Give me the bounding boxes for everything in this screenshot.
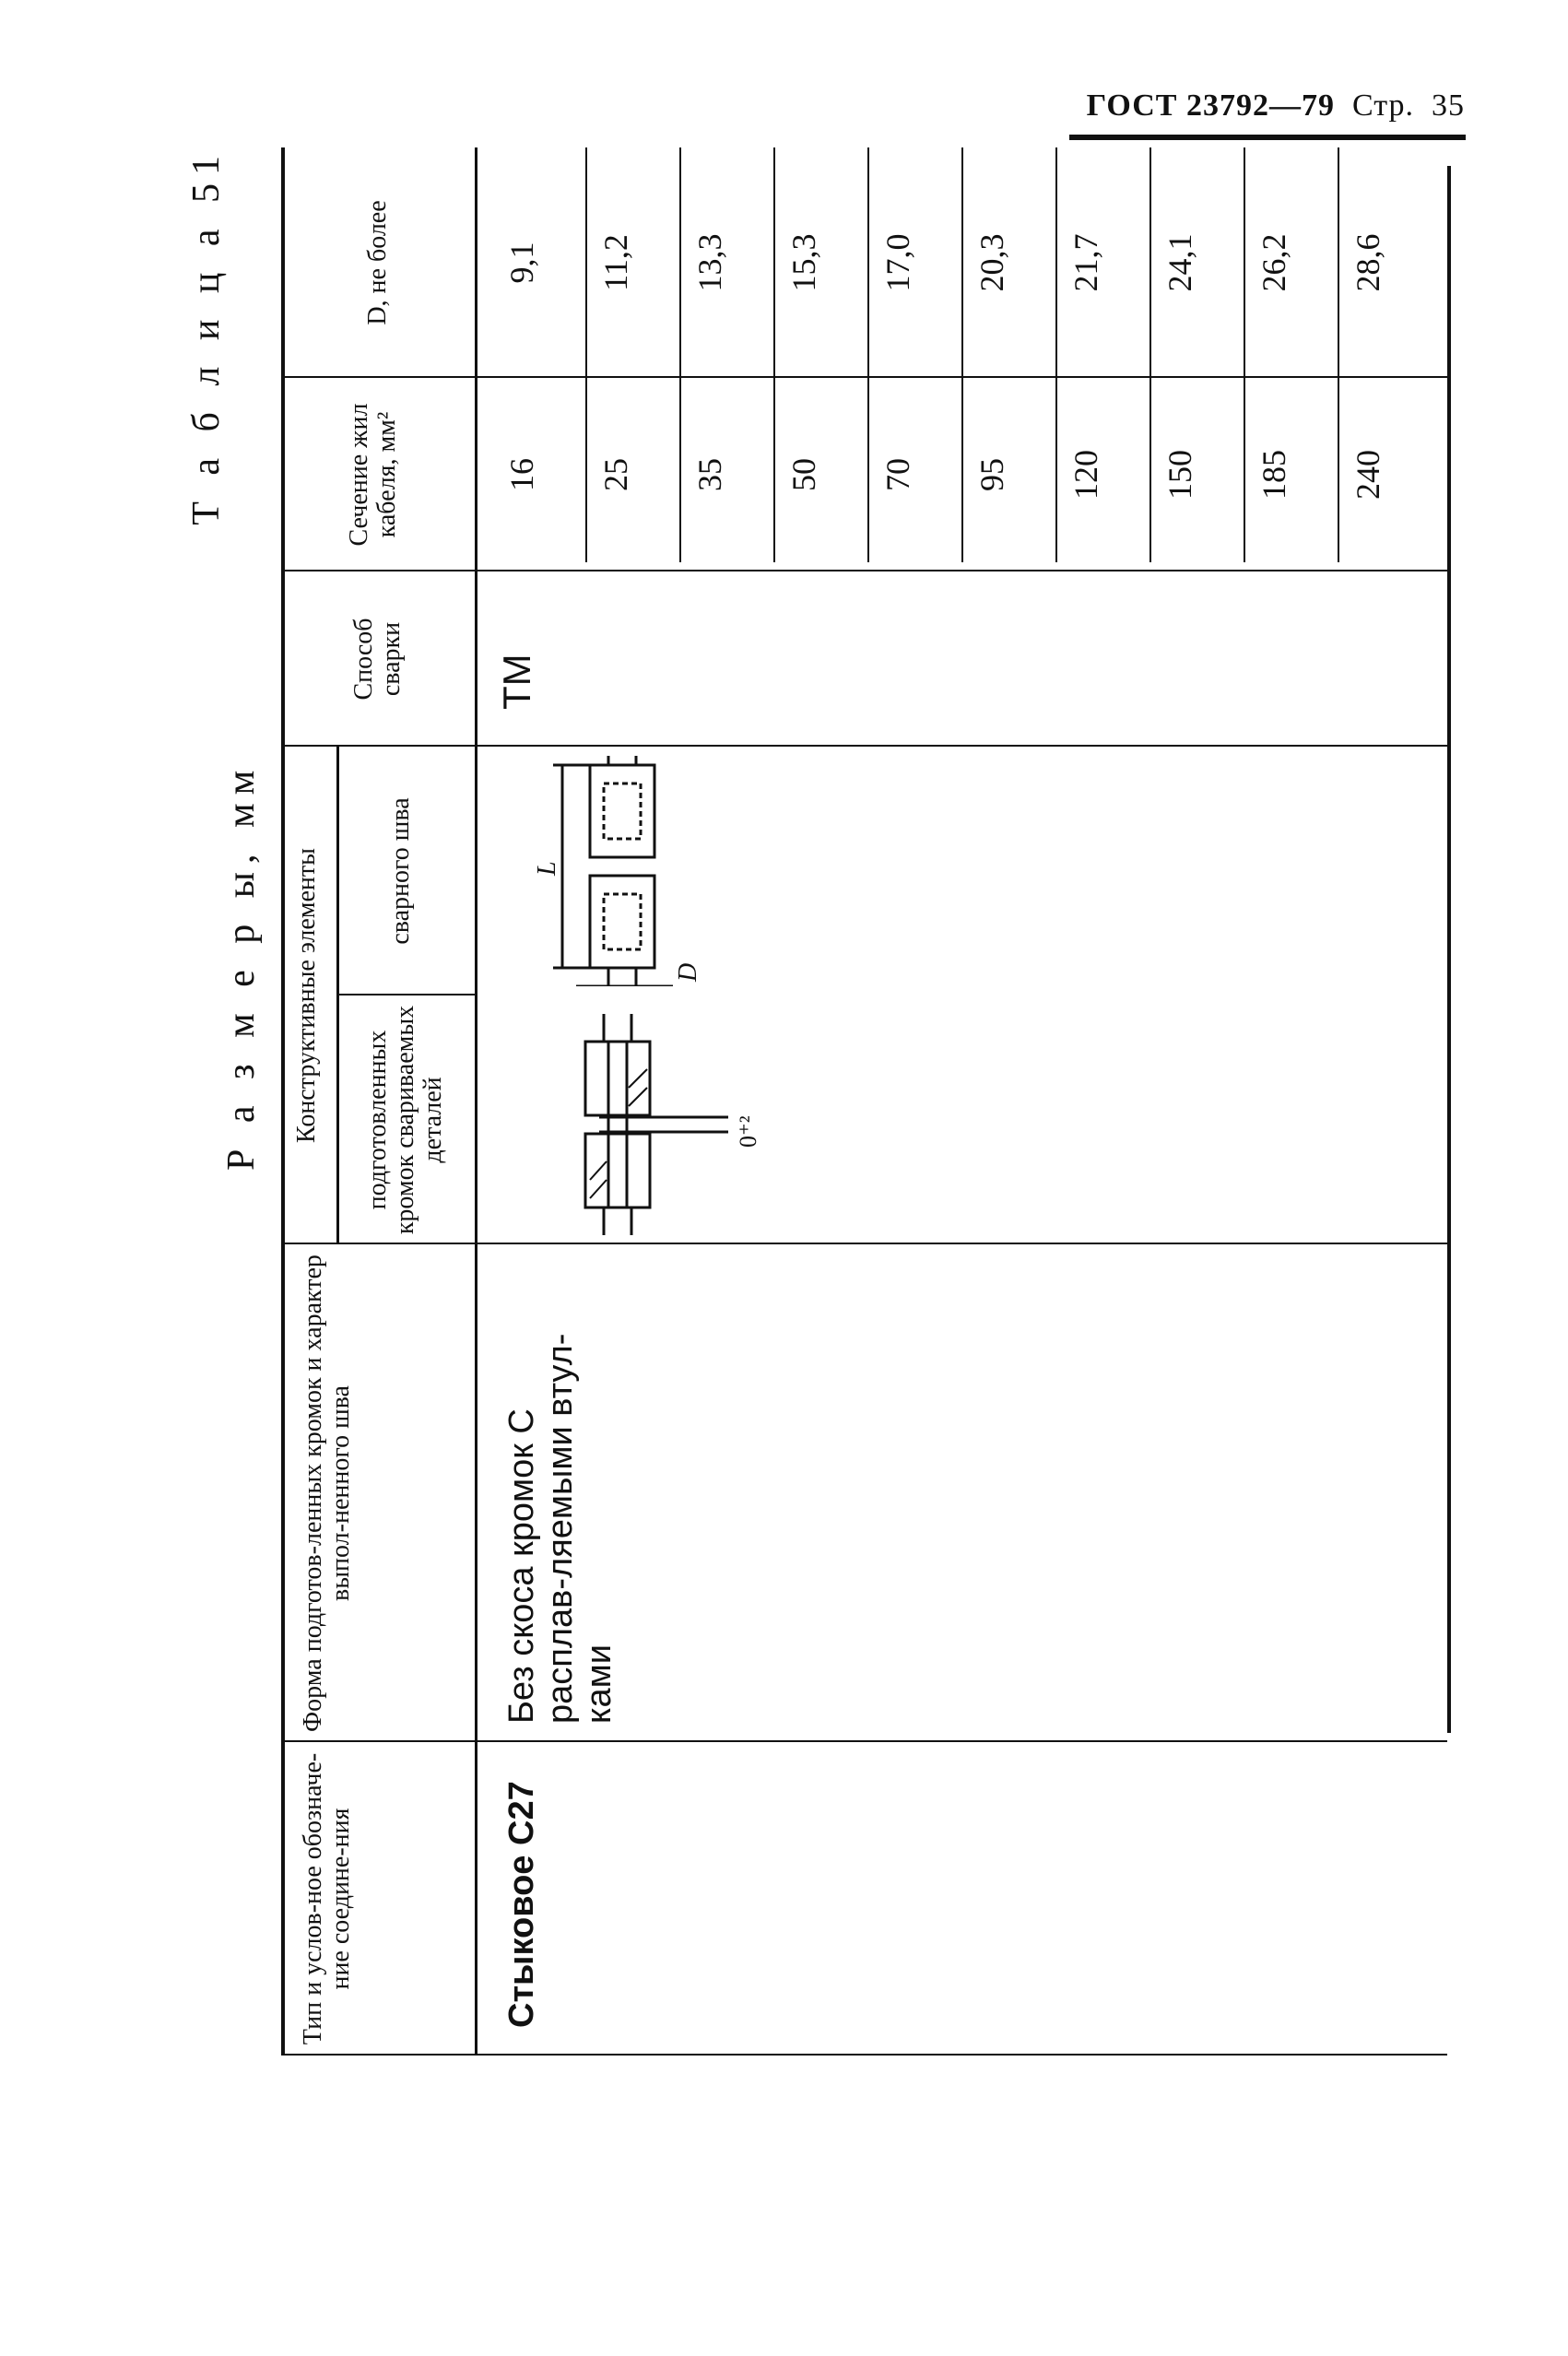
row-d: 28,6 (1350, 233, 1386, 292)
row-d: 24,1 (1161, 233, 1198, 292)
header-d: D, не более (363, 200, 392, 325)
row-section: 25 (597, 458, 634, 491)
row-separator (1338, 147, 1339, 562)
page-header (1087, 88, 1465, 124)
standard-number: ГОСТ 23792—79 (1086, 88, 1335, 123)
row-d: 20,3 (973, 233, 1010, 292)
col-divider-2 (281, 1740, 1447, 1742)
row-type: Стыковое С27 (502, 1781, 541, 2028)
row-section: 185 (1256, 450, 1292, 500)
row-d: 17,0 (879, 233, 916, 292)
row-separator (961, 147, 963, 562)
page-number: 35 (1432, 88, 1465, 123)
header-section: Сечение жил кабеля, мм² (345, 403, 401, 547)
row-d: 26,2 (1256, 233, 1292, 292)
row-d: 21,7 (1067, 233, 1104, 292)
col-divider-6 (281, 376, 1447, 378)
row-d: 9,1 (503, 241, 540, 284)
col-divider-4 (281, 745, 1447, 747)
rotated-table (184, 120, 1475, 2056)
header-weld: сварного шва (386, 797, 415, 945)
dim-d-label: D (674, 962, 702, 982)
header-method: Способ сварки (349, 618, 406, 701)
table-caption: Т а б л и ц а 51 (185, 147, 228, 525)
header-type: Тип и услов-ное обозначе-ние соедине-ния (299, 1752, 355, 2045)
row-d: 13,3 (691, 233, 728, 292)
table-bottom-rule (1447, 166, 1451, 1733)
row-section: 120 (1067, 450, 1104, 500)
header-bottom-rule (475, 147, 477, 2056)
table-top-rule (281, 147, 285, 2056)
row-separator (1149, 147, 1151, 562)
row-separator (679, 147, 681, 562)
weld-drawing (489, 756, 857, 986)
row-section: 35 (691, 458, 728, 491)
row-separator (773, 147, 775, 562)
row-section: 150 (1161, 450, 1198, 500)
row-section: 70 (879, 458, 916, 491)
row-separator (585, 147, 587, 562)
row-method: ТМ (495, 654, 538, 710)
gap-label: 0⁺² (735, 1115, 761, 1148)
row-separator (1244, 147, 1245, 562)
row-separator (867, 147, 869, 562)
row-section: 16 (503, 458, 540, 491)
page-label: Стр. (1351, 88, 1414, 123)
col-divider-5 (281, 570, 1447, 571)
header-form: Форма подготов-ленных кромок и характер выпол-ненного шва (299, 1255, 355, 1732)
elements-subheader-rule (336, 747, 339, 1244)
row-d: 11,2 (597, 234, 634, 291)
elements-subheader-divider (336, 994, 475, 995)
row-section: 50 (785, 458, 822, 491)
col-divider-3 (281, 1243, 1447, 1244)
prepared-edges-drawing (489, 1005, 857, 1235)
col-divider-1 (281, 2054, 1447, 2056)
dim-l-label: L (533, 861, 561, 876)
row-form: Без скоса кромок С расплав-ляемыми втул-ками (502, 1333, 619, 1724)
row-separator (1055, 147, 1057, 562)
row-section: 240 (1350, 450, 1386, 500)
row-d: 15,3 (785, 233, 822, 292)
row-section: 95 (973, 458, 1010, 491)
header-prepared: подготовленных кромок свариваемых деталей (363, 1005, 447, 1235)
header-elements: Конструктивные элементы (292, 848, 321, 1143)
table-units: Р а з м е р ы, мм (220, 761, 263, 1171)
